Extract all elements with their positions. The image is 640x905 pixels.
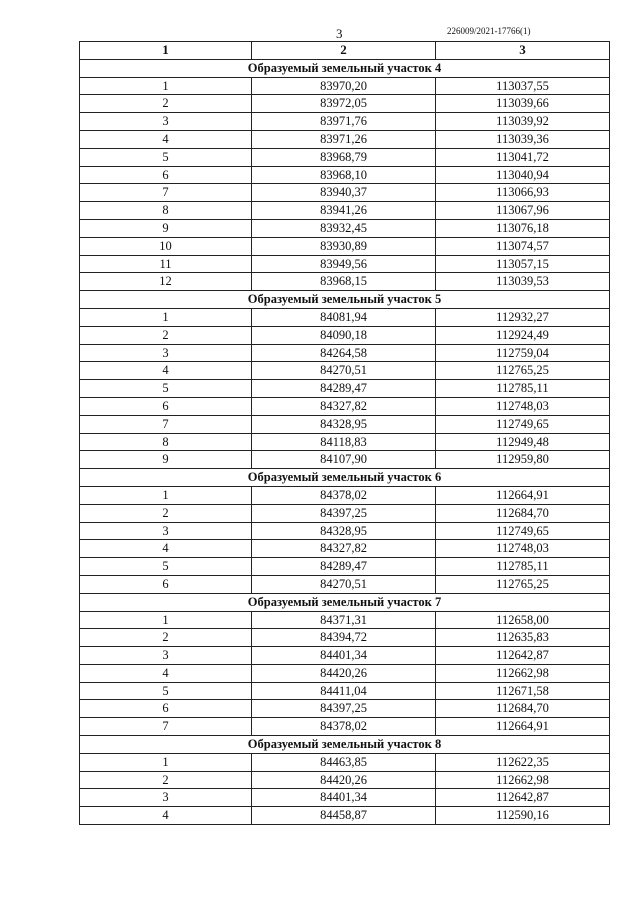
coordinate-x-cell: 84090,18 [252, 326, 436, 344]
coordinate-y-cell: 113039,53 [436, 273, 610, 291]
point-number-cell: 4 [80, 362, 252, 380]
table-row [80, 113, 610, 131]
point-number-cell: 1 [80, 486, 252, 504]
coordinate-x-cell: 83932,45 [252, 219, 436, 237]
section-title-row [80, 59, 610, 77]
point-number-cell: 6 [80, 575, 252, 593]
coordinate-x-cell: 84327,82 [252, 397, 436, 415]
coordinate-x-cell: 84107,90 [252, 451, 436, 469]
coordinate-y-cell: 112664,91 [436, 718, 610, 736]
table-row [80, 237, 610, 255]
coordinate-x-cell: 84397,25 [252, 700, 436, 718]
coordinate-x-cell: 83941,26 [252, 202, 436, 220]
point-number-cell: 6 [80, 166, 252, 184]
point-number-cell: 9 [80, 451, 252, 469]
coordinate-x-cell: 84327,82 [252, 540, 436, 558]
coordinate-x-cell: 84411,04 [252, 682, 436, 700]
table-row [80, 415, 610, 433]
coordinate-x-cell: 84270,51 [252, 575, 436, 593]
table-row [80, 202, 610, 220]
coordinate-y-cell: 113076,18 [436, 219, 610, 237]
coordinate-x-cell: 84270,51 [252, 362, 436, 380]
coordinate-y-cell: 112662,98 [436, 664, 610, 682]
point-number-cell: 5 [80, 380, 252, 398]
point-number-cell: 5 [80, 682, 252, 700]
coordinate-x-cell: 84328,95 [252, 522, 436, 540]
section-title: Образуемый земельный участок 8 [80, 736, 610, 754]
section-title-row [80, 469, 610, 487]
point-number-cell: 8 [80, 433, 252, 451]
point-number-cell: 1 [80, 308, 252, 326]
table-row [80, 380, 610, 398]
table-row [80, 575, 610, 593]
point-number-cell: 1 [80, 77, 252, 95]
coordinate-y-cell: 112959,80 [436, 451, 610, 469]
table-body [80, 59, 610, 824]
point-number-cell: 3 [80, 522, 252, 540]
table-row [80, 611, 610, 629]
coordinate-y-cell: 112785,11 [436, 558, 610, 576]
coordinate-y-cell: 112924,49 [436, 326, 610, 344]
point-number-cell: 6 [80, 397, 252, 415]
table-row [80, 255, 610, 273]
section-title-row [80, 291, 610, 309]
point-number-cell: 9 [80, 219, 252, 237]
point-number-cell: 3 [80, 113, 252, 131]
coordinate-x-cell: 84289,47 [252, 558, 436, 576]
header-row [80, 42, 610, 60]
point-number-cell: 8 [80, 202, 252, 220]
coordinate-x-cell: 83972,05 [252, 95, 436, 113]
coordinate-x-cell: 84081,94 [252, 308, 436, 326]
table-row [80, 540, 610, 558]
coordinate-y-cell: 113039,66 [436, 95, 610, 113]
point-number-cell: 6 [80, 700, 252, 718]
coordinate-x-cell: 84118,83 [252, 433, 436, 451]
table-row [80, 522, 610, 540]
coordinate-y-cell: 112749,65 [436, 522, 610, 540]
table-row [80, 130, 610, 148]
point-number-cell: 3 [80, 789, 252, 807]
table-row [80, 219, 610, 237]
coordinate-x-cell: 83968,79 [252, 148, 436, 166]
table-row [80, 558, 610, 576]
coordinate-y-cell: 112748,03 [436, 397, 610, 415]
table-row [80, 433, 610, 451]
section-title: Образуемый земельный участок 7 [80, 593, 610, 611]
coordinate-y-cell: 113039,36 [436, 130, 610, 148]
point-number-cell: 10 [80, 237, 252, 255]
coordinate-x-cell: 84378,02 [252, 486, 436, 504]
document-reference: 226009/2021-17766(1) [447, 26, 531, 36]
coordinate-y-cell: 112684,70 [436, 700, 610, 718]
section-title: Образуемый земельный участок 5 [80, 291, 610, 309]
coordinates-table [79, 41, 610, 825]
coordinate-y-cell: 112785,11 [436, 380, 610, 398]
table-row [80, 77, 610, 95]
point-number-cell: 12 [80, 273, 252, 291]
coordinate-y-cell: 112949,48 [436, 433, 610, 451]
coordinate-x-cell: 84264,58 [252, 344, 436, 362]
coordinate-x-cell: 84458,87 [252, 807, 436, 825]
coordinate-y-cell: 112642,87 [436, 647, 610, 665]
coordinate-y-cell: 112932,27 [436, 308, 610, 326]
coordinate-x-cell: 84401,34 [252, 789, 436, 807]
coordinate-x-cell: 83970,20 [252, 77, 436, 95]
table-row [80, 629, 610, 647]
coordinate-x-cell: 84328,95 [252, 415, 436, 433]
table-row [80, 184, 610, 202]
coordinate-y-cell: 112635,83 [436, 629, 610, 647]
coordinate-y-cell: 112749,65 [436, 415, 610, 433]
column-header-1: 1 [80, 42, 252, 60]
point-number-cell: 3 [80, 344, 252, 362]
point-number-cell: 2 [80, 95, 252, 113]
point-number-cell: 4 [80, 807, 252, 825]
section-title-row [80, 593, 610, 611]
coordinate-x-cell: 84463,85 [252, 753, 436, 771]
point-number-cell: 1 [80, 753, 252, 771]
point-number-cell: 2 [80, 771, 252, 789]
point-number-cell: 7 [80, 184, 252, 202]
coordinate-y-cell: 112590,16 [436, 807, 610, 825]
point-number-cell: 3 [80, 647, 252, 665]
point-number-cell: 7 [80, 415, 252, 433]
table-row [80, 362, 610, 380]
coordinate-x-cell: 83968,10 [252, 166, 436, 184]
coordinate-y-cell: 113037,55 [436, 77, 610, 95]
coordinate-x-cell: 84420,26 [252, 771, 436, 789]
table-row [80, 344, 610, 362]
table-row [80, 148, 610, 166]
coordinate-y-cell: 113041,72 [436, 148, 610, 166]
point-number-cell: 5 [80, 558, 252, 576]
coordinate-y-cell: 113057,15 [436, 255, 610, 273]
table-row [80, 807, 610, 825]
coordinate-y-cell: 113066,93 [436, 184, 610, 202]
table-row [80, 753, 610, 771]
table-row [80, 326, 610, 344]
coordinate-y-cell: 113074,57 [436, 237, 610, 255]
section-title: Образуемый земельный участок 4 [80, 59, 610, 77]
coordinate-y-cell: 112658,00 [436, 611, 610, 629]
coordinate-x-cell: 84371,31 [252, 611, 436, 629]
coordinate-x-cell: 84397,25 [252, 504, 436, 522]
point-number-cell: 2 [80, 326, 252, 344]
point-number-cell: 5 [80, 148, 252, 166]
coordinate-x-cell: 83949,56 [252, 255, 436, 273]
coordinate-y-cell: 112622,35 [436, 753, 610, 771]
coordinate-y-cell: 112662,98 [436, 771, 610, 789]
section-title: Образуемый земельный участок 6 [80, 469, 610, 487]
coordinate-y-cell: 112671,58 [436, 682, 610, 700]
coordinate-y-cell: 113040,94 [436, 166, 610, 184]
table-row [80, 95, 610, 113]
coordinate-x-cell: 83971,76 [252, 113, 436, 131]
coordinate-y-cell: 112759,04 [436, 344, 610, 362]
coordinate-x-cell: 84420,26 [252, 664, 436, 682]
point-number-cell: 4 [80, 664, 252, 682]
coordinate-x-cell: 84378,02 [252, 718, 436, 736]
table-row [80, 273, 610, 291]
table-row [80, 166, 610, 184]
table-row [80, 308, 610, 326]
table-row [80, 397, 610, 415]
column-header-3: 3 [436, 42, 610, 60]
coordinate-x-cell: 84401,34 [252, 647, 436, 665]
table-row [80, 504, 610, 522]
coordinate-x-cell: 83930,89 [252, 237, 436, 255]
coordinate-y-cell: 112642,87 [436, 789, 610, 807]
page-number: 3 [336, 26, 343, 41]
point-number-cell: 2 [80, 504, 252, 522]
point-number-cell: 4 [80, 130, 252, 148]
coordinate-x-cell: 84289,47 [252, 380, 436, 398]
coordinate-y-cell: 112748,03 [436, 540, 610, 558]
coordinate-x-cell: 83971,26 [252, 130, 436, 148]
table-row [80, 486, 610, 504]
coordinate-y-cell: 113067,96 [436, 202, 610, 220]
coordinate-y-cell: 112765,25 [436, 575, 610, 593]
point-number-cell: 7 [80, 718, 252, 736]
table-row [80, 682, 610, 700]
table-row [80, 451, 610, 469]
table-row [80, 647, 610, 665]
column-header-2: 2 [252, 42, 436, 60]
coordinate-y-cell: 113039,92 [436, 113, 610, 131]
coordinate-y-cell: 112765,25 [436, 362, 610, 380]
point-number-cell: 4 [80, 540, 252, 558]
point-number-cell: 1 [80, 611, 252, 629]
table-row [80, 771, 610, 789]
coordinate-x-cell: 83968,15 [252, 273, 436, 291]
section-title-row [80, 736, 610, 754]
point-number-cell: 11 [80, 255, 252, 273]
coordinate-x-cell: 83940,37 [252, 184, 436, 202]
table-row [80, 718, 610, 736]
table-row [80, 664, 610, 682]
coordinate-x-cell: 84394,72 [252, 629, 436, 647]
table-row [80, 700, 610, 718]
table-row [80, 789, 610, 807]
coordinate-y-cell: 112664,91 [436, 486, 610, 504]
coordinate-y-cell: 112684,70 [436, 504, 610, 522]
point-number-cell: 2 [80, 629, 252, 647]
